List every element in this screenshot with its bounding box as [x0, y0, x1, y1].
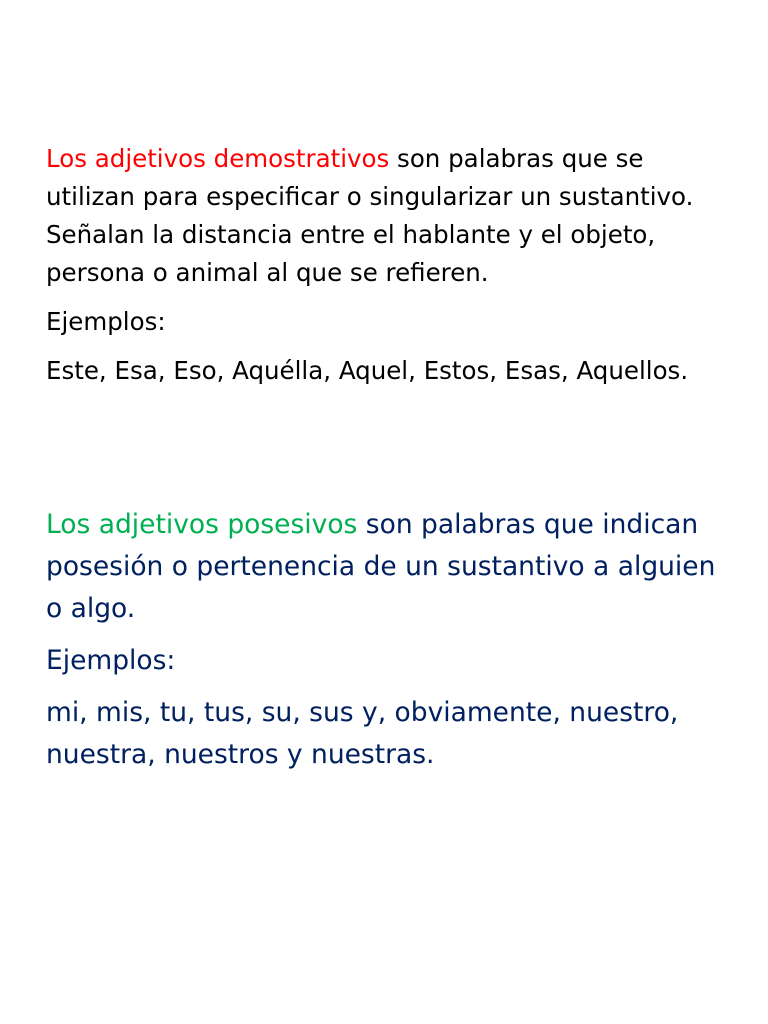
demostrativos-term: Los adjetivos demostrativos [46, 144, 390, 173]
posesivos-term: Los adjetivos posesivos [46, 509, 358, 540]
posesivos-examples-label: Ejemplos: [46, 645, 176, 676]
demostrativos-definition-paragraph [46, 140, 736, 292]
demostrativos-definition: son palabras que se utilizan para especificar o singularizar un sustantivo. Señalan la distancia entre el hablante y el objeto, persona o animal al que se refieren. [46, 144, 694, 287]
demostrativos-examples: Este, Esa, Eso, Aquélla, Aquel, Estos, Esas, Aquellos. [46, 356, 689, 385]
posesivos-definition: son palabras que indican posesión o pertenencia de un sustantivo a alguien o algo. [46, 509, 716, 624]
section-posesivos [46, 504, 736, 776]
posesivos-definition-paragraph [46, 504, 736, 630]
section-demostrativos [46, 140, 736, 390]
posesivos-examples: mi, mis, tu, tus, su, sus y, obviamente, nuestro, nuestra, nuestros y nuestras. [46, 697, 679, 770]
demostrativos-examples-label: Ejemplos: [46, 307, 166, 336]
